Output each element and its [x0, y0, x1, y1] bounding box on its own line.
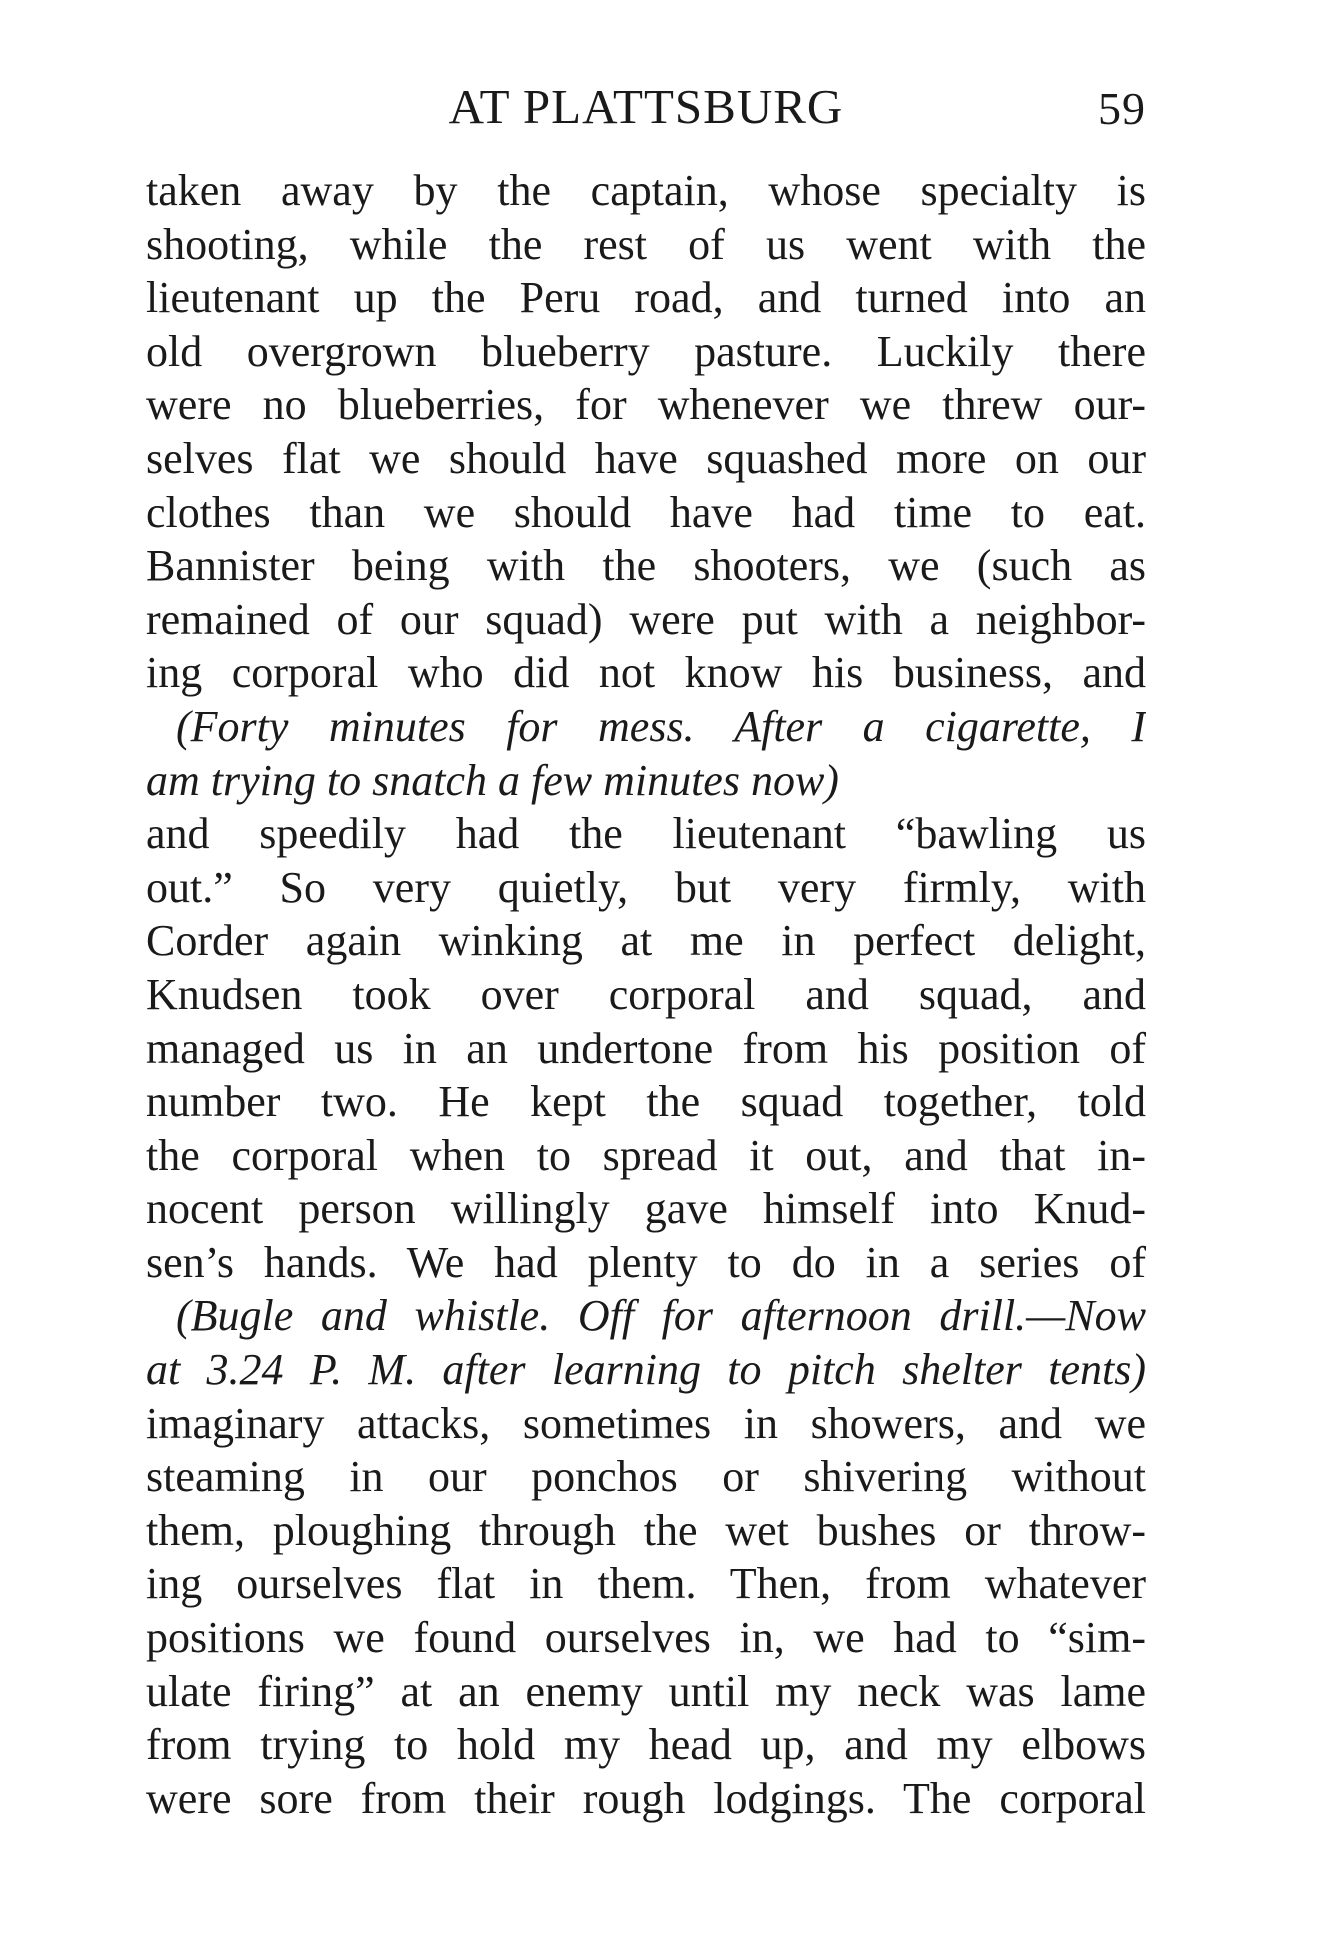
text-line: Knudsen took over corporal and squad, and	[146, 969, 1146, 1019]
text-line: steaming in our ponchos or shivering without	[146, 1452, 1146, 1502]
interjection-line: am trying to snatch a few minutes now)	[146, 755, 839, 805]
text-line: were sore from their rough lodgings. The corporal	[146, 1773, 1146, 1823]
body-text	[146, 164, 1146, 1825]
text-line: Corder again winking at me in perfect delight,	[146, 916, 1146, 966]
text-line: number two. He kept the squad together, told	[146, 1077, 1146, 1127]
text-line: out.” So very quietly, but very firmly, with	[146, 862, 1146, 912]
text-line: ing ourselves flat in them. Then, from whatever	[146, 1559, 1146, 1609]
running-head: AT PLATTSBURG	[448, 79, 844, 134]
interjection-line: (Forty minutes for mess. After a cigarette, I	[176, 701, 1146, 751]
text-line: ulate firing” at an enemy until my neck was lame	[146, 1666, 1146, 1716]
text-line: lieutenant up the Peru road, and turned into an	[146, 273, 1146, 323]
text-line: ing corporal who did not know his business, and	[146, 648, 1146, 698]
page-number: 59	[1098, 83, 1146, 134]
interjection-line: at 3.24 P. M. after learning to pitch shelter tents)	[146, 1345, 1146, 1395]
text-line: clothes than we should have had time to eat.	[146, 487, 1146, 537]
text-line: managed us in an undertone from his position of	[146, 1023, 1146, 1073]
text-line: old overgrown blueberry pasture. Luckily there	[146, 326, 1146, 376]
text-line: remained of our squad) were put with a neighbor-	[146, 594, 1146, 644]
text-line: and speedily had the lieutenant “bawling us	[146, 809, 1146, 859]
text-line: imaginary attacks, sometimes in showers, and we	[146, 1398, 1146, 1448]
text-line: were no blueberries, for whenever we threw our-	[146, 380, 1146, 430]
text-line: sen’s hands. We had plenty to do in a series of	[146, 1237, 1146, 1287]
text-line: the corporal when to spread it out, and that in-	[146, 1130, 1146, 1180]
text-line: shooting, while the rest of us went with the	[146, 219, 1146, 269]
text-line: nocent person willingly gave himself into Knud-	[146, 1184, 1146, 1234]
interjection-line: (Bugle and whistle. Off for afternoon drill.—Now	[176, 1291, 1146, 1341]
text-line: taken away by the captain, whose specialty is	[146, 166, 1146, 215]
text-line: positions we found ourselves in, we had to “sim-	[146, 1613, 1146, 1663]
text-line: selves flat we should have squashed more on our	[146, 433, 1146, 483]
text-line: them, ploughing through the wet bushes or throw-	[146, 1505, 1146, 1555]
text-line: Bannister being with the shooters, we (such as	[146, 541, 1146, 591]
page-header	[146, 72, 1146, 142]
text-line: from trying to hold my head up, and my elbows	[146, 1720, 1146, 1770]
